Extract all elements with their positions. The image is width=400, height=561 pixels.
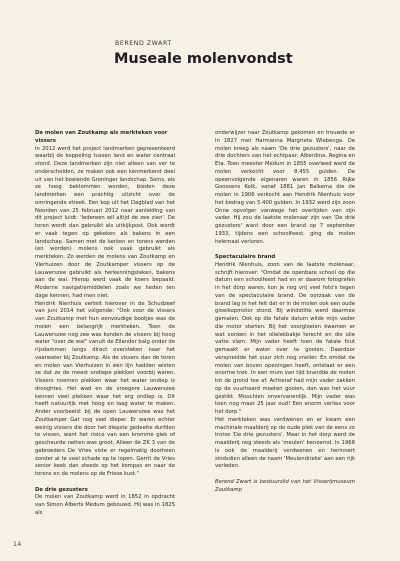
- section-heading-merkteken: De molen van Zoutkamp als merkteken voor vissers: [35, 130, 168, 144]
- paragraph: Het merkteken was verdwenen en er kwam een machinale maalderij op de oude plek van de eens zo trotse 'De drie gezusters'. Maar in het dorp werd de maalderij nog steeds als 'meulen' benoemd. In 1968 is ook de maalderij verdwenen en herinnert sindsdien alleen de naam 'Meulendrieke' aan een rijk verleden.: [215, 416, 355, 470]
- section-heading-drie-gezusters: De drie gezusters: [35, 486, 88, 493]
- author-footnote: Berend Zwart is bestuurslid van het Visserijmuseum Zoutkamp: [215, 478, 355, 493]
- paragraph: onderwijzer naar Zoutkamp gekomen en trouwde er in 1827 met Harmanna Margrieta Wiebenga. De molen kreeg als naam 'De drie gezusters', naar de drie dochters van het echtpaar: Alberdina, Regina en Eta. Toen meester Medum in 1855 overleed werd de molen verkocht voor 8.455 gulden. De opeenvolgende eigenaren waren in 1856 Rijke Goossens Kolk, vanaf 1881 Jan Balkema die de molen in 1906 verkocht aan Hendrik Nienhuis voor het bedrag van 5.400 gulden. In 1932 werd zijn zoon Onne opvolger vanwege het overlijden van zijn vader. Hij zou de laatste molenaar zijn van 'De drie gezusters' want door een brand op 7 september 1933, tijdens een schoolfeest, ging de molen helemaal verloren.: [215, 130, 355, 245]
- paragraph: Hendrik Nienhuis vertelt hierover in de Schudzeef van juni 2014 het volgende: "Ook voor de vissers van Zoutkamp met hun eenvoudige bootjes was de molen een belangrijk merkteken. Toen de Lauwerszee nog zee was konden de vissers bij hoog water "over de wal" vanuit de Eilander balg onder de rijsdammen langs direct oversteken naar het vaarwater bij Zoutkamp. Als de vissers dan de toren en molen van Vierhuizen in één lijn hadden wisten ze dat ze de meest ondiepe plekken voorbij waren. Vissers noemen plekken waar het water ondiep is drooghtes. Het wad en de vroegere Lauwerszee kennen veel plekken waar het erg ondiep is. Dit heeft natuurlijk met hoog en laag water te maken. Ander voorbeeld: bij de open Lauwerszee was het Zoutkamper Gat nog veel dieper. Er waren echter weinig vissers die door het diepste gedeelte durfden te vissen, want het risico van een kromme giek of gescheurde netten was groot. Alleen de ZK 3 van de gebroeders De Vries viste er regelmatig doorheen zonder al te veel schade op te lopen. Gerrit de Vries senior keek dan steeds op het kompas en naar de torens en de molens op de Friese kust.": [35, 300, 175, 477]
- right-column: [215, 130, 355, 494]
- section-heading-brand: Spectaculaire brand: [215, 254, 276, 260]
- paragraph: De molen van Zoutkamp werd in 1852 in opdracht van Simon Alberts Medum gebouwd. Hij was in 1825 als: [35, 494, 175, 516]
- left-column: [35, 130, 175, 518]
- paragraph: Hendrik Nienhuis, zoon van de laatste molenaar, schrijft hierover: "Omdat de openbare school op die datum een schoolfeest had en er daarom fotografen in het dorp waren, kon je nog vrij veel foto's tegen van de spectaculaire brand. De oorzaak van de brand lag in het feit dat er in de molen ook een oude gloeikopmotor stond. Bij windstilte werd daarmee gemalen. Ook op die fatale datum wilde mijn vader die motor starten. Bij het voorgloeien kwamen er wat vonken in het olielekbakje terecht en die olie vatte vlam. Mijn vader heeft toen de fatale fout gemaakt er water over te gooien. Daardoor verspreidde het vuur zich nog sneller. En omdat de molen van boven openingen heeft, ontstaat er een enorme trek. In een mum van tijd brandde de molen tot de grond toe af. Achteraf had mijn vader zakken op de vuurhaard moeten gooien, dan was het vuur gestikt. Misschien onvervanenlijk. Mijn vader was toen nog maar 25 jaar oud! Een enorm verlies voor het dorp.": [215, 261, 355, 415]
- paragraph: In 2012 werd het project landmerken gepresenteerd waarbij de koppeling tussen land en water centraal stond. Deze landmerken zijn niet alleen van ver te onderscheiden, ze maken ook een kenmerkend deel uit van het boeiende Groninger landschap. Soms, als ze hoog beklommen worden, bieden deze landmerken een prachtig uitzicht over de omringende streek. Een kop uit het Dagblad van het Noorden van 25 februari 2012 naar aanleiding van dit project luidt: 'Iedereen wil altijd de zee zien'. De toren wordt dan gebruikt als uitkijkpost. Ook wordt er vaak tegen op gekeken als bakens in een landschap. Samen met de kerken en torens werden (en worden) molens ook vaak gebruikt als merkteken. Zo werden de molens van Zoutkamp en Vierhuizen door de Zoutkamper vissers op de Lauwerszee gebruikt als herkenningsteken, bakens aan de wal. Hierop werd vaak de koers bepaald. Moderne navigatiemiddelen zoals we heden ten dage kennen, had men niet.: [35, 145, 175, 299]
- author-name: BEREND ZWART: [115, 40, 172, 47]
- article-title: Museale molenvondst: [114, 51, 293, 67]
- page-number: 14: [13, 540, 22, 548]
